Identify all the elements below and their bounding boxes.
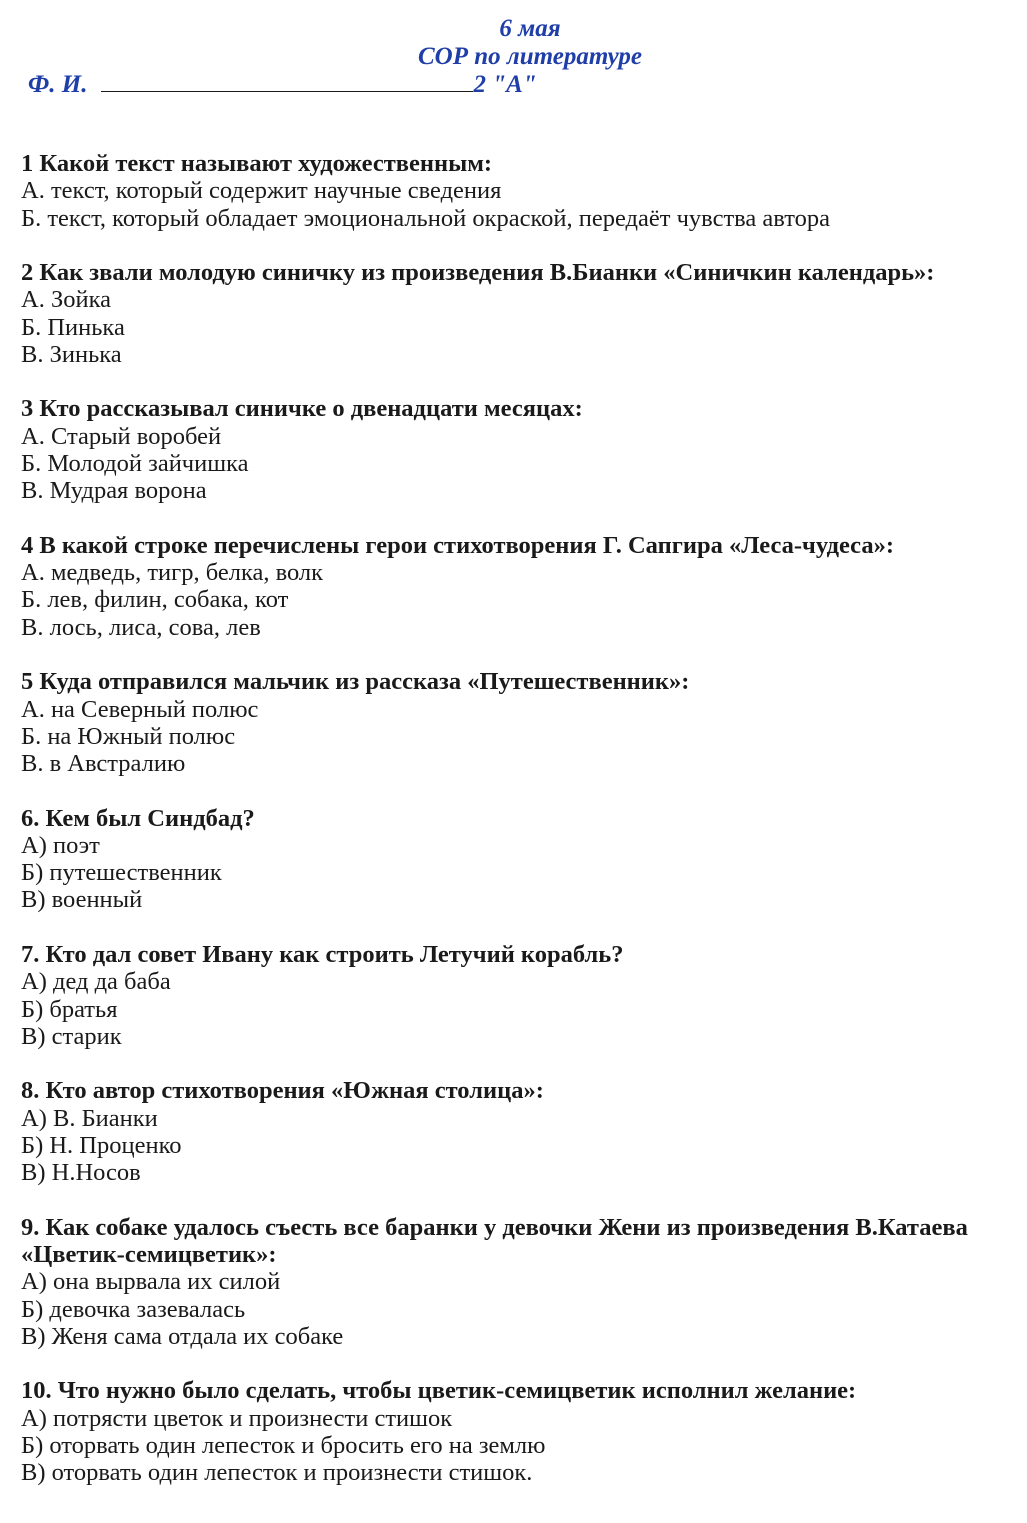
question-text: 3 Кто рассказывал синичке о двенадцати месяцах:: [21, 395, 583, 423]
answer-option: А. на Северный полюс: [21, 695, 259, 723]
question-5: [21, 668, 1027, 777]
name-blank-line: [101, 69, 473, 92]
answer-option: В) оторвать один лепесток и произнести стишок.: [21, 1459, 533, 1487]
question-2: [21, 259, 1027, 368]
answer-option: В. лось, лиса, сова, лев: [21, 613, 261, 641]
question-9: [21, 1214, 1027, 1350]
answer-option: Б. текст, который обладает эмоциональной окраской, передаёт чувства автора: [21, 204, 830, 232]
question-3: [21, 395, 1027, 504]
name-label: Ф. И.: [28, 71, 88, 98]
question-1: [21, 150, 1027, 232]
answer-option: А) потрясти цветок и произнести стишок: [21, 1404, 453, 1432]
question-text: 7. Кто дал совет Ивану как строить Летучий корабль?: [21, 940, 624, 968]
question-list: [21, 150, 1027, 1514]
answer-option: А) она вырвала их силой: [21, 1268, 281, 1296]
date-heading: 6 мая: [499, 15, 561, 42]
answer-option: В) старик: [21, 1022, 122, 1050]
question-4: [21, 532, 1027, 641]
name-row: [28, 69, 537, 100]
answer-option: В. в Австралию: [21, 750, 186, 778]
answer-option: А. Старый воробей: [21, 422, 222, 450]
answer-option: Б. на Южный полюс: [21, 722, 236, 750]
question-8: [21, 1077, 1027, 1186]
answer-option: Б. лев, филин, собака, кот: [21, 586, 289, 614]
question-6: [21, 805, 1027, 914]
answer-option: Б) путешественник: [21, 859, 222, 887]
subject-heading: СОР по литературе: [417, 43, 643, 70]
answer-option: Б) Н. Проценко: [21, 1131, 182, 1159]
answer-option: В. Зинька: [21, 340, 122, 368]
question-text: 2 Как звали молодую синичку из произведения В.Бианки «Синичкин календарь»:: [21, 259, 935, 287]
answer-option: А. медведь, тигр, белка, волк: [21, 559, 324, 587]
answer-option: Б. Пинька: [21, 313, 125, 341]
question-text: 4 В какой строке перечислены герои стихотворения Г. Сапгира «Леса-чудеса»:: [21, 531, 894, 559]
question-text: 10. Что нужно было сделать, чтобы цветик-семицветик исполнил желание:: [21, 1377, 857, 1405]
answer-option: В) Н.Носов: [21, 1159, 141, 1187]
question-text: 6. Кем был Синдбад?: [21, 804, 255, 832]
answer-option: А) поэт: [21, 831, 100, 859]
question-text: 9. Как собаке удалось съесть все баранки у девочки Жени из произведения В.Катаева «Цветик-семицветик»:: [21, 1213, 968, 1268]
answer-option: Б) девочка зазевалась: [21, 1295, 246, 1323]
question-text: 1 Какой текст называют художественным:: [21, 150, 493, 177]
question-7: [21, 941, 1027, 1050]
answer-option: Б) братья: [21, 995, 118, 1023]
answer-option: Б. Молодой зайчишка: [21, 450, 249, 478]
answer-option: А) В. Бианки: [21, 1104, 158, 1132]
answer-option: В. Мудрая ворона: [21, 477, 207, 505]
answer-option: В) военный: [21, 886, 143, 914]
worksheet-header: [0, 0, 1027, 110]
answer-option: Б) оторвать один лепесток и бросить его на землю: [21, 1431, 546, 1459]
answer-option: В) Женя сама отдала их собаке: [21, 1322, 344, 1350]
answer-option: А. Зойка: [21, 286, 111, 314]
question-text: 8. Кто автор стихотворения «Южная столица»:: [21, 1077, 544, 1105]
question-10: [21, 1377, 1027, 1486]
class-label: 2 "А": [473, 71, 537, 98]
question-text: 5 Куда отправился мальчик из рассказа «Путешественник»:: [21, 668, 690, 696]
answer-option: А. текст, который содержит научные сведения: [21, 177, 502, 205]
answer-option: А) дед да баба: [21, 968, 171, 996]
